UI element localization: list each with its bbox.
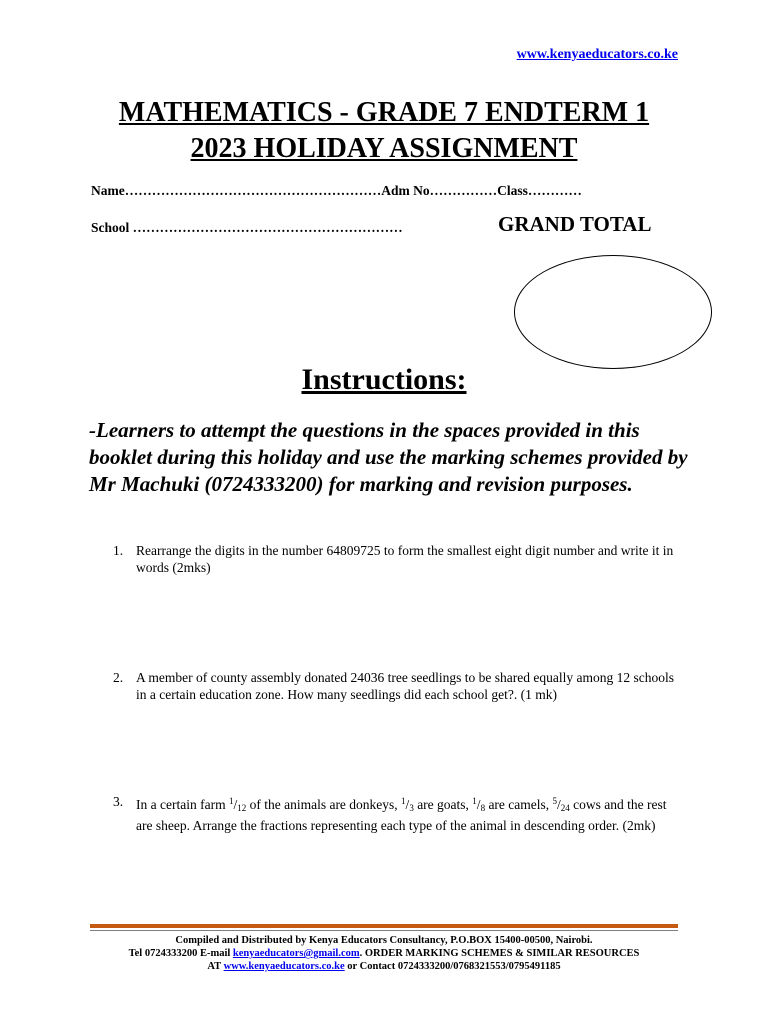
footer-site-link[interactable]: www.kenyaeducators.co.ke <box>223 961 345 972</box>
name-adm-class-field[interactable]: Name…………………………………………………Adm No……………Class………… <box>91 183 582 198</box>
footer-text: AT <box>207 961 224 972</box>
footer-divider <box>90 924 678 928</box>
question-number: 2. <box>113 670 124 685</box>
fraction-numerator: 1 <box>472 796 477 806</box>
grand-total-label: GRAND TOTAL <box>498 212 652 236</box>
fraction-numerator: 5 <box>552 796 558 806</box>
q3-text-part: of the animals are donkeys, <box>246 797 402 812</box>
footer-text: Tel 0724333200 E-mail <box>128 948 233 959</box>
fraction-denominator: 3 <box>409 803 414 813</box>
footer <box>60 934 708 973</box>
footer-text: . ORDER MARKING SCHEMES & SIMILAR RESOURCES <box>359 948 640 959</box>
question-number: 3. <box>113 794 124 809</box>
fraction-denominator: 12 <box>237 803 247 813</box>
footer-line-3 <box>60 960 708 973</box>
instructions-text: -Learners to attempt the questions in the spaces provided in this booklet during this holiday and use the marking schemes provided by Mr Machuki (0724333200) for marking and revision purposes. <box>89 418 688 496</box>
title-line-2: 2023 HOLIDAY ASSIGNMENT <box>190 133 578 164</box>
question-text: A member of county assembly donated 24036 tree seedlings to be shared equally among 12 schools in a certain education zone. How many seedlings did each school get?. (1 mk) <box>136 670 675 702</box>
footer-text: or Contact 0724333200/0768321553/0795491185 <box>344 961 561 972</box>
footer-email-link[interactable]: kenyaeducators@gmail.com <box>232 948 360 959</box>
document-title <box>0 95 768 167</box>
fraction-denominator: 8 <box>480 803 486 813</box>
question-2 <box>113 669 683 703</box>
footer-divider-thin <box>90 930 678 931</box>
q3-text-part: are camels, <box>485 797 553 812</box>
footer-line-1: Compiled and Distributed by Kenya Educators Consultancy, P.O.BOX 15400-00500, Nairobi. <box>175 935 593 946</box>
q3-text-part: cows and the rest are sheep. Arrange the fractions representing each type of the animal in descending order. (2mk) <box>136 797 667 833</box>
instructions-heading: Instructions: <box>301 363 467 396</box>
school-field[interactable]: School …………………………………………………… <box>91 220 403 235</box>
fraction-numerator: 1 <box>228 796 234 806</box>
header-site-link[interactable]: www.kenyaeducators.co.ke <box>516 47 678 62</box>
fraction-numerator: 1 <box>401 796 406 806</box>
question-3 <box>113 793 683 834</box>
fraction-denominator: 24 <box>560 803 570 813</box>
question-text: Rearrange the digits in the number 64809725 to form the smallest eight digit number and write it in words (2mks) <box>136 543 674 575</box>
grand-total-oval[interactable] <box>514 255 712 369</box>
question-1 <box>113 542 683 576</box>
q3-text-part: In a certain farm <box>136 797 229 812</box>
q3-text-part: are goats, <box>413 797 473 812</box>
question-text: In a certain farm $^1/_{12}$ of the animals are donkeys, $^1/_3$ are goats, $^1/_8$ are camels, $^5/_{24}$ cows and the rest are sheep. Arrange the fractions representing each type of the animal in descending order. (2mk) <box>136 796 667 833</box>
footer-line-2 <box>60 947 708 960</box>
title-line-1: MATHEMATICS - GRADE 7 ENDTERM 1 <box>118 97 650 128</box>
question-number: 1. <box>113 543 124 558</box>
